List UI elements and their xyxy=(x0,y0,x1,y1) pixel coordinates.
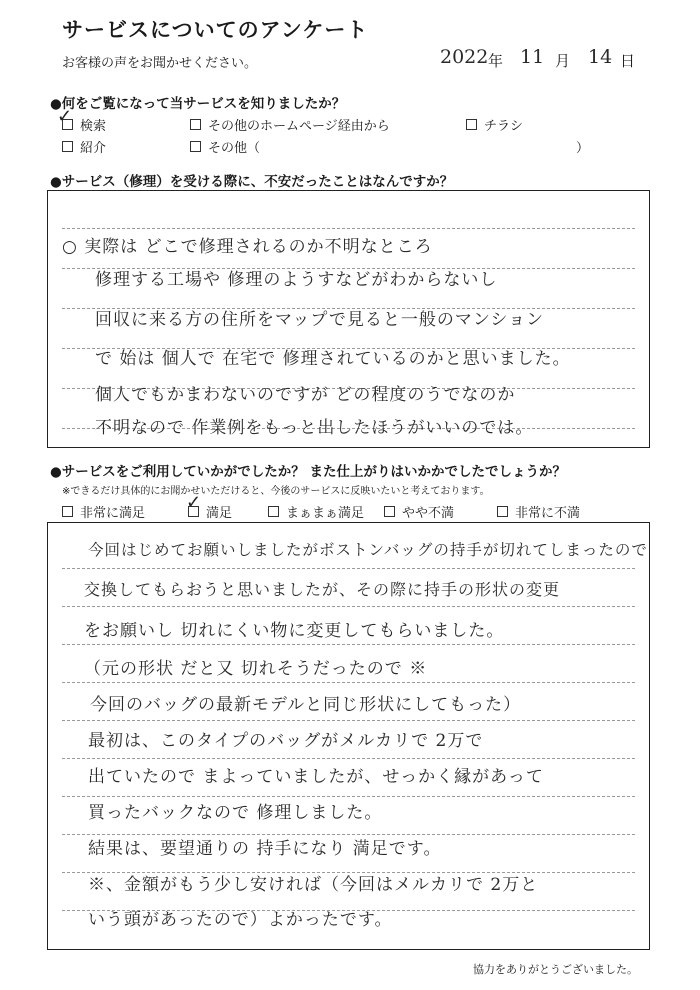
q1-other-homepage-label: その他のホームページ経由から xyxy=(208,119,390,134)
q3-note: ※できるだけ具体的にお聞かせいただけると、今後のサービスに反映いたいと考えております。 xyxy=(62,486,490,497)
date-month-label: 月 xyxy=(555,52,571,70)
q3-answer-line: 最初は、このタイプのバッグがメルカリで 2万で xyxy=(88,731,484,751)
q3-very-dissatisfied-checkbox[interactable] xyxy=(497,506,508,517)
ruled-line xyxy=(62,568,635,569)
q3-somewhat-dissatisfied-checkbox[interactable] xyxy=(384,506,395,517)
q3-somewhat-dissatisfied-label: やや不満 xyxy=(402,506,455,521)
q1-other-checkbox[interactable] xyxy=(190,141,201,152)
q1-referral-label: 紹介 xyxy=(80,141,107,156)
q3-satisfied-label: 満足 xyxy=(206,506,233,521)
checkmark-icon: ✓ xyxy=(186,492,202,513)
date-day: 14 xyxy=(588,46,613,68)
q3-answer-line: 今回のバッグの最新モデルと同じ形状にしてもった） xyxy=(90,695,522,715)
q2-answer-line: 個人でもかまわないのですが どの程度のうでなのか xyxy=(95,385,516,405)
q3-answer-line: 買ったバックなので 修理しました。 xyxy=(88,803,383,823)
date-year-label: 年 xyxy=(488,52,504,70)
q3-answer-line: （元の形状 だと又 切れそうだったので ※ xyxy=(84,659,428,679)
q1-option-referral[interactable] xyxy=(62,137,106,156)
ruled-line xyxy=(62,606,635,607)
q3-very-satisfied-checkbox[interactable] xyxy=(62,506,73,517)
q2-answer-line: 不明なので 作業例をもっと出したほうがいいのでは。 xyxy=(95,418,534,438)
ruled-line xyxy=(62,720,635,721)
q1-question: ●何をご覧になって当サービスを知りましたか？ xyxy=(50,96,346,112)
page-subtitle: お客様の声をお聞かせください。 xyxy=(62,56,258,71)
ruled-line xyxy=(62,682,635,683)
date-year: 2022 xyxy=(440,46,489,68)
q1-other-close-paren: ） xyxy=(576,141,590,156)
q3-option-somewhat-dissatisfied[interactable] xyxy=(384,502,454,521)
q3-somewhat-satisfied-label: まぁまぁ満足 xyxy=(286,506,365,521)
ruled-line xyxy=(62,644,635,645)
q3-question: ●サービスをご利用していかがでしたか？ また仕上がりはいかかでしたでしょうか？ xyxy=(50,464,566,480)
q3-option-somewhat-satisfied[interactable] xyxy=(268,502,364,521)
q3-very-satisfied-label: 非常に満足 xyxy=(80,506,146,521)
q1-option-other[interactable] xyxy=(190,137,260,156)
q1-option-other-homepage[interactable] xyxy=(190,115,390,134)
q3-answer-line: いう頭があったので）よかったです。 xyxy=(88,910,393,930)
ruled-line xyxy=(62,758,635,759)
q3-very-dissatisfied-label: 非常に不満 xyxy=(515,506,581,521)
q1-flyer-label: チラシ xyxy=(484,119,524,134)
q3-option-very-dissatisfied[interactable] xyxy=(497,502,580,521)
checkmark-icon: ✓ xyxy=(57,106,73,127)
q2-answer-line: 回収に来る方の住所をマップで見ると一般のマンション xyxy=(95,310,545,330)
date-month: 11 xyxy=(520,46,545,68)
q3-option-very-satisfied[interactable] xyxy=(62,502,145,521)
q1-referral-checkbox[interactable] xyxy=(62,141,73,152)
q3-answer-line: 結果は、要望通りの 持手になり 満足です。 xyxy=(88,839,442,859)
q1-option-flyer[interactable] xyxy=(466,115,523,134)
q3-answer-line: をお願いし 切れにくい物に変更してもらいました。 xyxy=(84,621,505,641)
q3-answer-line: 今回はじめてお願いしましたがボストンバッグの持手が切れてしまったので xyxy=(88,541,648,559)
q3-answer-line: 交換してもらおうと思いましたが、その際に持手の形状の変更 xyxy=(84,580,561,599)
q1-other-open-label: その他（ xyxy=(208,141,261,156)
q2-question: ●サービス（修理）を受ける際に、不安だったことはなんですか？ xyxy=(50,174,454,190)
q3-answer-line: 出ていたので まよっていましたが、せっかく縁があって xyxy=(88,767,544,787)
q1-flyer-checkbox[interactable] xyxy=(466,119,477,130)
q3-answer-line: ※、金額がもう少し安ければ（今回はメルカリで 2万と xyxy=(88,875,539,895)
ruled-line xyxy=(62,228,635,229)
date-day-label: 日 xyxy=(620,52,636,70)
q2-answer-line: 修理する工場や 修理のようすなどがわからないし xyxy=(95,270,498,290)
q1-other-homepage-checkbox[interactable] xyxy=(190,119,201,130)
q2-answer-line: ○ 実際は どこで修理されるのか不明なところ xyxy=(62,237,433,257)
footer-thanks: 協力をありがとうございました。 xyxy=(473,963,638,976)
ruled-line xyxy=(62,796,635,797)
q1-search-label: 検索 xyxy=(80,119,107,134)
q3-somewhat-satisfied-checkbox[interactable] xyxy=(268,506,279,517)
page-title: サービスについてのアンケート xyxy=(62,18,369,42)
q2-answer-line: で 始は 個人で 在宅で 修理されているのかと思いました。 xyxy=(95,349,571,369)
